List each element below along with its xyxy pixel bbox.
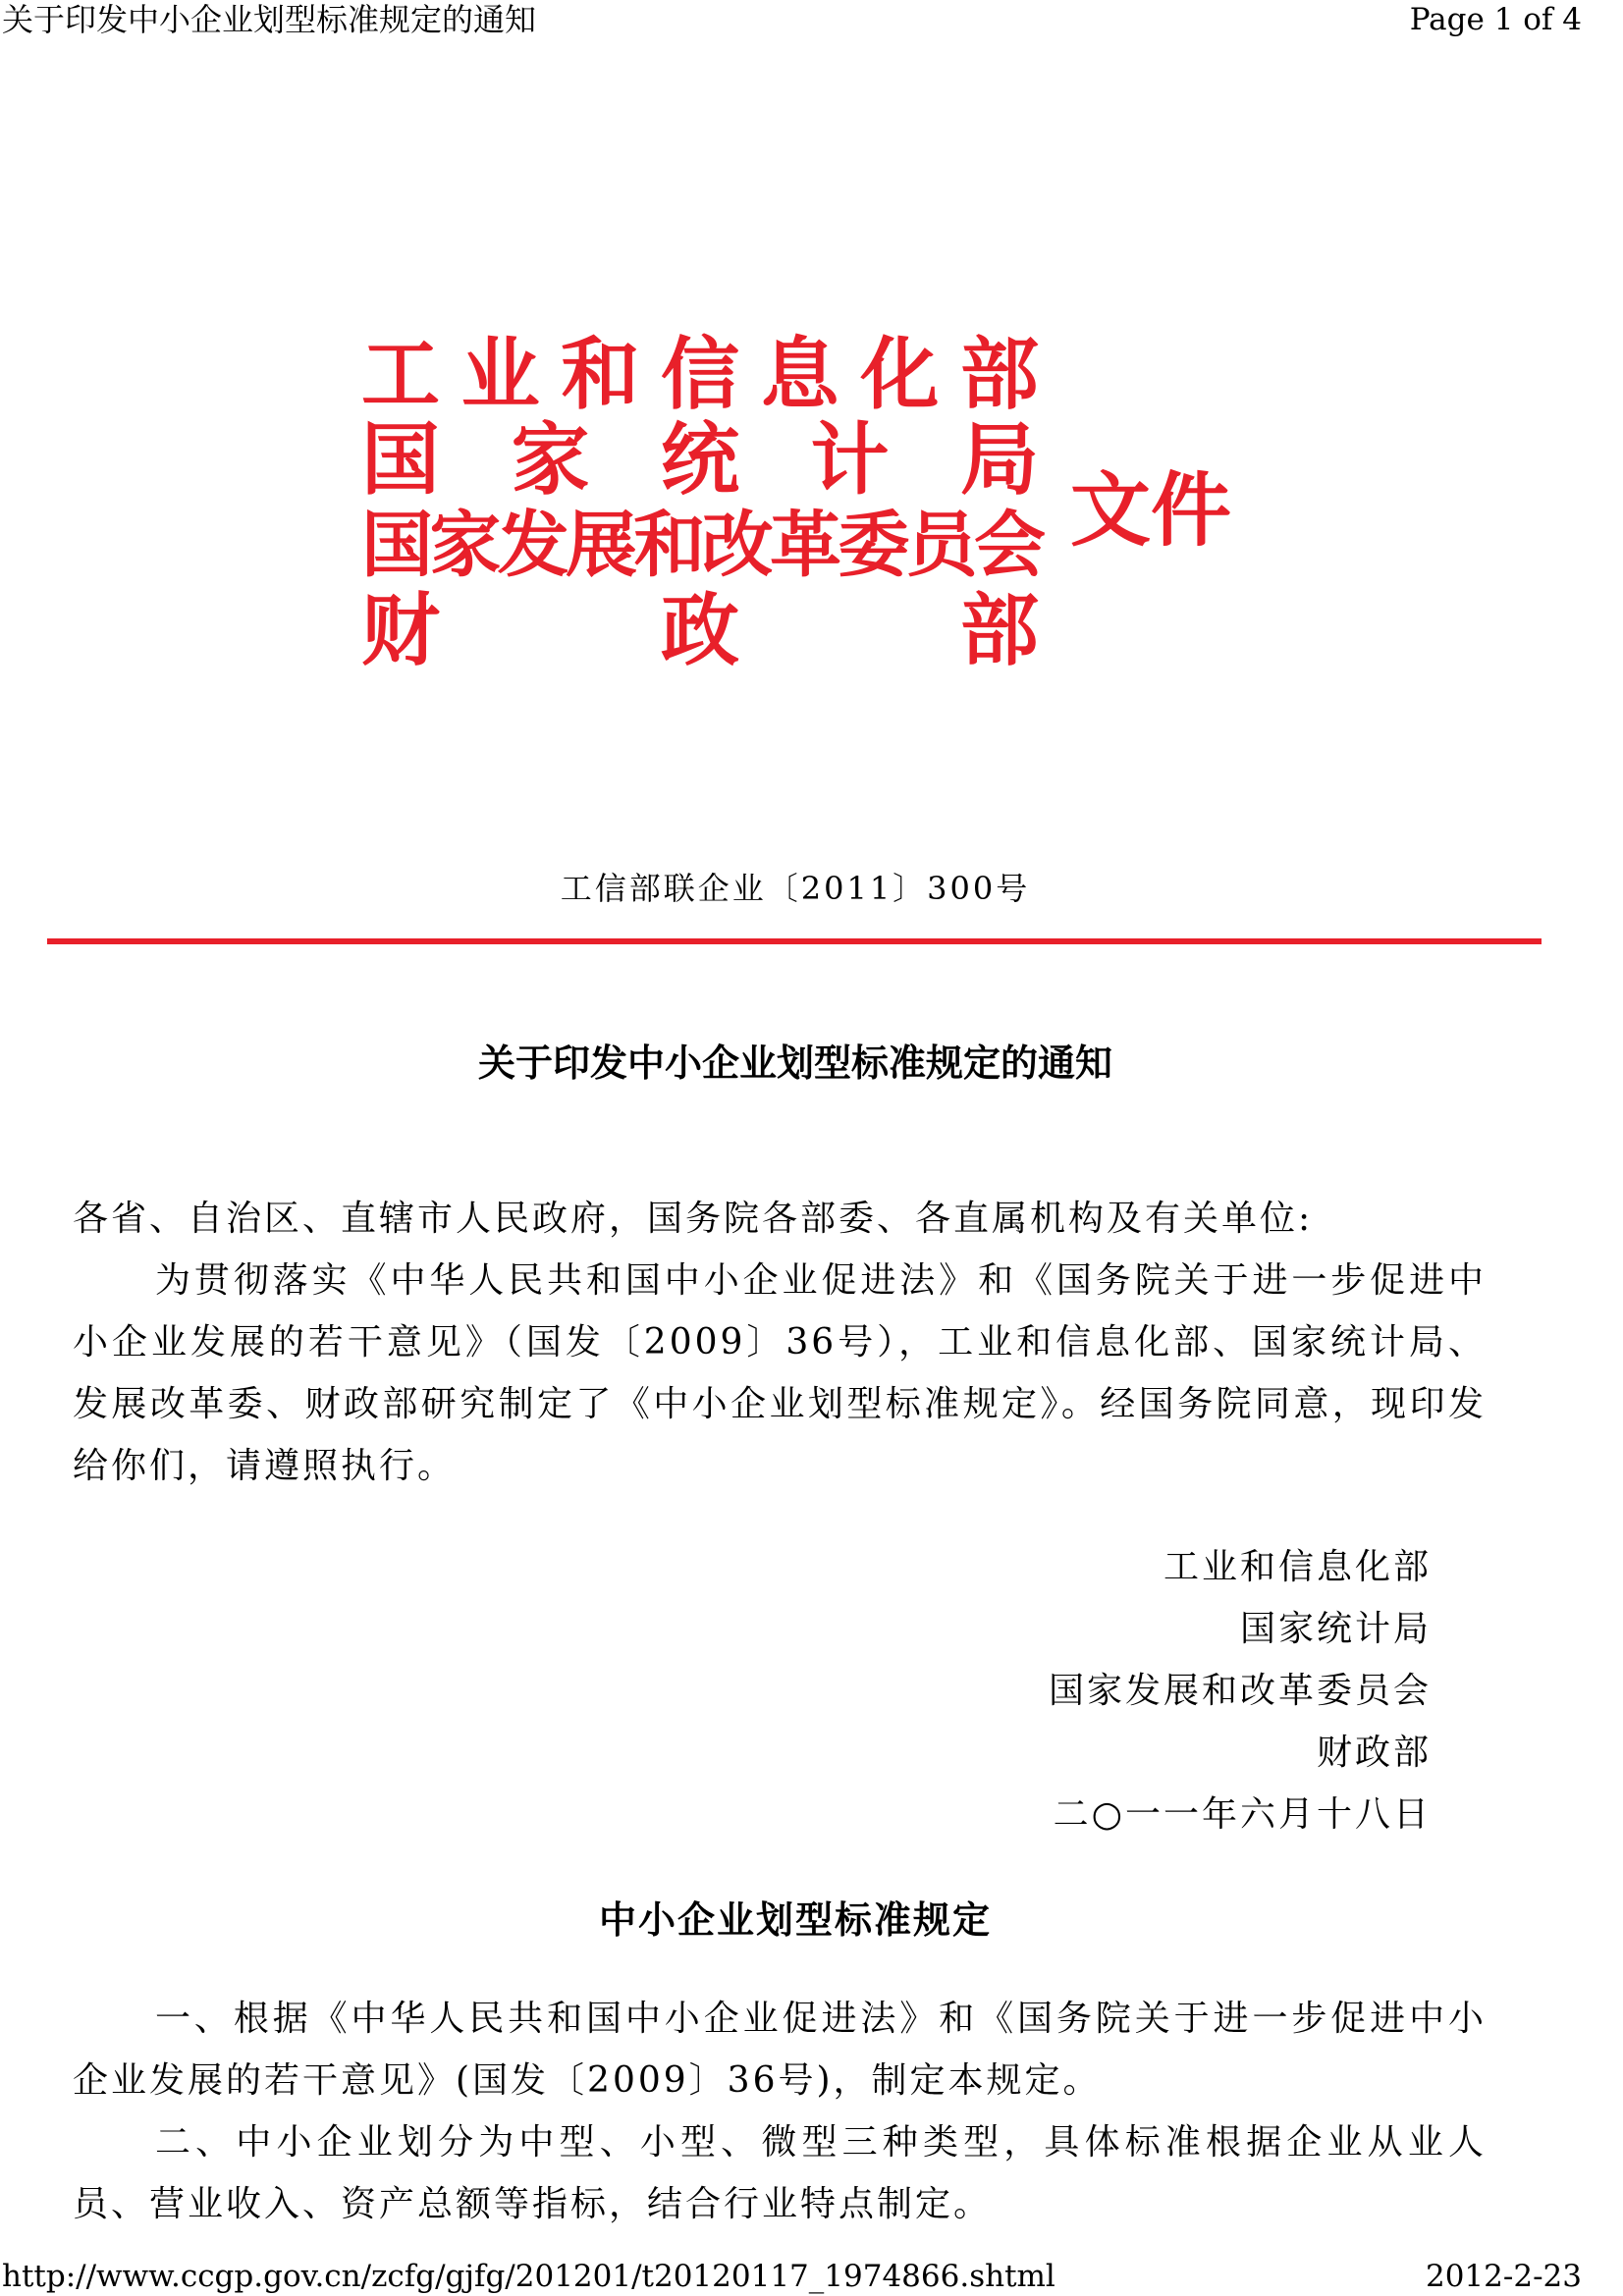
- notice-body: [73, 1250, 1487, 1497]
- letterhead-issuer-miit: 工业和信息化部: [361, 328, 1039, 420]
- print-footer-date: 2012-2-23: [1425, 2259, 1582, 2294]
- signature-block: [1049, 1536, 1432, 1845]
- letterhead-issuer-nbs: 国 家 统 计 局: [361, 413, 1039, 506]
- letterhead-issuer-mof: 财 政 部: [361, 584, 1039, 676]
- document-number: 工信部联企业〔2011〕300号: [560, 870, 1031, 907]
- salutation: 各省、自治区、直辖市人民政府，国务院各部委、各直属机构及有关单位:: [73, 1199, 1314, 1239]
- print-header-title: 关于印发中小企业划型标准规定的通知: [2, 1, 537, 38]
- print-header-page-number: Page 1 of 4: [1409, 2, 1582, 37]
- signer-miit: 工业和信息化部: [1163, 1547, 1432, 1587]
- rules-body: [73, 1988, 1487, 2235]
- letterhead-issuer-ndrc: 国家发展和改革委员会: [361, 503, 1039, 587]
- letterhead-document-suffix: 文件: [1070, 463, 1232, 558]
- signer-mof: 财政部: [1316, 1733, 1432, 1773]
- letterhead-issuers: [361, 328, 1039, 676]
- rules-title: 中小企业划型标准规定: [598, 1898, 992, 1942]
- print-footer-url: http://www.ccgp.gov.cn/zcfg/gjfg/201201/t20120117_1974866.shtml: [2, 2259, 1055, 2294]
- rule-article-1: 一、根据《中华人民共和国中小企业促进法》和《国务院关于进一步促进中小企业发展的若干意见》(国发〔2009〕36号)，制定本规定。: [73, 1999, 1487, 2101]
- signer-nbs: 国家统计局: [1239, 1609, 1432, 1649]
- signer-ndrc: 国家发展和改革委员会: [1048, 1671, 1432, 1711]
- letterhead-red-rule: [47, 938, 1542, 944]
- signed-date: 二○一一年六月十八日: [1053, 1794, 1432, 1835]
- notice-body-paragraph: 为贯彻落实《中华人民共和国中小企业促进法》和《国务院关于进一步促进中小企业发展的若干意见》（国发〔2009〕36号），工业和信息化部、国家统计局、发展改革委、财政部研究制定了《中小企业划型标准规定》。经国务院同意，现印发给你们，请遵照执行。: [73, 1260, 1487, 1486]
- rule-article-2: 二、中小企业划分为中型、小型、微型三种类型，具体标准根据企业从业人员、营业收入、资产总额等指标，结合行业特点制定。: [73, 2122, 1487, 2224]
- notice-title: 关于印发中小企业划型标准规定的通知: [477, 1041, 1112, 1085]
